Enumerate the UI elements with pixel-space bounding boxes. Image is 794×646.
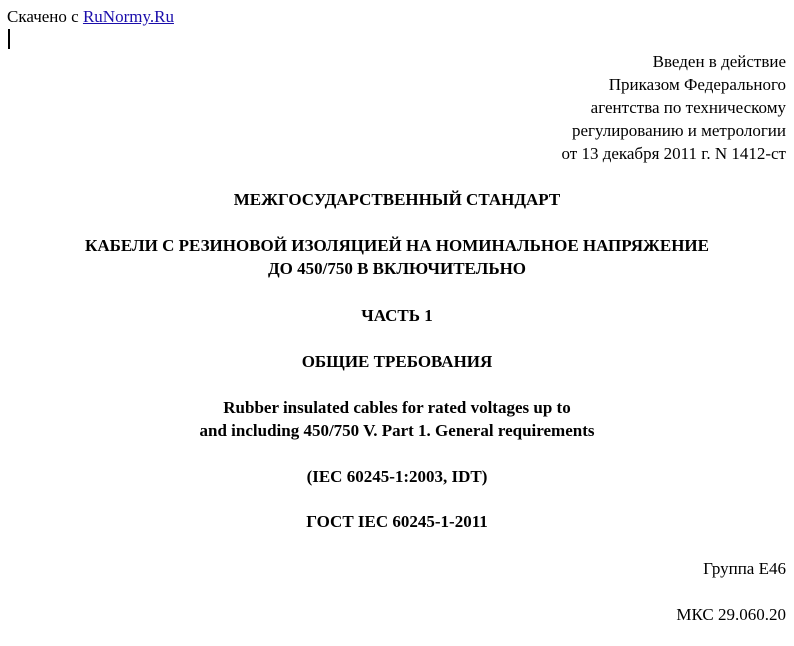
mks-code: МКС 29.060.20 [676,605,786,624]
gost-code: ГОСТ IEC 60245-1-2011 [306,512,488,531]
standard-type-heading: МЕЖГОСУДАРСТВЕННЫЙ СТАНДАРТ [233,190,561,209]
download-note [7,5,174,28]
enactment-line-1: Введен в действие [652,52,786,71]
enactment-line-5: от 13 декабря 2011 г. N 1412-ст [561,144,786,163]
runormy-link[interactable]: RuNormy.Ru [82,7,174,26]
part-heading: ЧАСТЬ 1 [361,306,433,325]
group-code: Группа Е46 [703,559,786,578]
title-ru-line-1: КАБЕЛИ С РЕЗИНОВОЙ ИЗОЛЯЦИЕЙ НА НОМИНАЛЬНОЕ НАПРЯЖЕНИЕ [85,236,709,255]
subtitle-ru-heading: ОБЩИЕ ТРЕБОВАНИЯ [301,352,493,371]
iec-reference: (IEC 60245-1:2003, IDT) [306,467,488,486]
text-cursor [8,29,10,49]
title-en-line-2: and including 450/750 V. Part 1. General requirements [199,421,595,440]
download-note-prefix: Скачено с [7,7,79,26]
enactment-line-2: Приказом Федерального [608,75,786,94]
title-en-line-1: Rubber insulated cables for rated voltages up to [223,398,571,417]
title-ru-line-2: ДО 450/750 В ВКЛЮЧИТЕЛЬНО [267,259,527,278]
enactment-line-3: агентства по техническому [590,98,786,117]
enactment-block [561,50,786,165]
enactment-line-4: регулированию и метрологии [571,121,786,140]
